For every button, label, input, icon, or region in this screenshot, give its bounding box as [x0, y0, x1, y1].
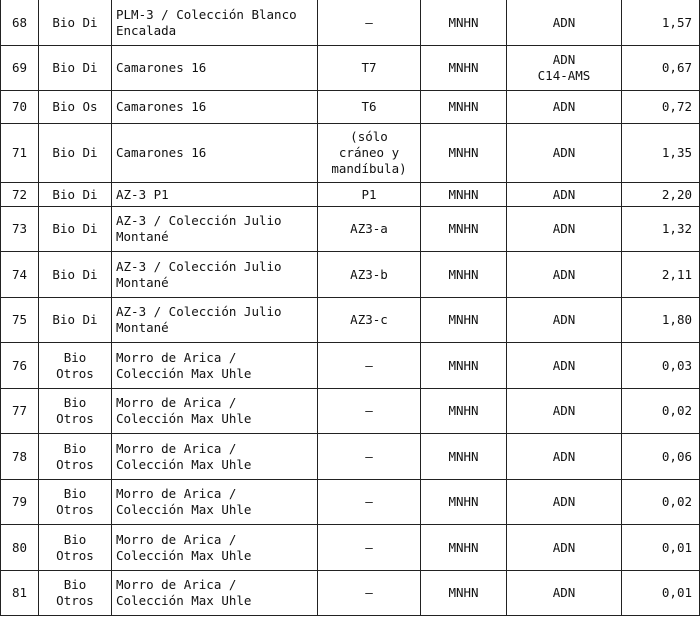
type-cell: [39, 183, 112, 207]
row-number-cell: 73: [1, 207, 39, 252]
site-cell: [112, 298, 318, 343]
type-cell-line: Bio Os: [52, 99, 98, 114]
analysis-cell-line: ADN: [552, 494, 576, 509]
table-row: [1, 252, 700, 298]
analysis-cell-line: C14-AMS: [537, 68, 591, 83]
analysis-cell: [507, 207, 622, 252]
analysis-cell-line: ADN: [552, 221, 576, 236]
table-row: [1, 124, 700, 183]
institution-cell: MNHN: [421, 207, 507, 252]
table-row: [1, 389, 700, 434]
row-number-cell: 78: [1, 434, 39, 480]
context-cell: [318, 46, 421, 91]
context-cell: [318, 183, 421, 207]
row-number-cell: 69: [1, 46, 39, 91]
table-row: [1, 343, 700, 389]
weight-cell: 0,72: [622, 91, 700, 124]
row-number-cell: 74: [1, 252, 39, 298]
site-cell-line: Colección Max Uhle: [116, 593, 252, 608]
context-cell-line: (sólo: [350, 129, 388, 144]
row-number-cell: 68: [1, 0, 39, 46]
site-cell-line: Colección Max Uhle: [116, 547, 252, 563]
institution-cell: MNHN: [421, 480, 507, 525]
analysis-cell-line: ADN: [552, 186, 576, 202]
context-cell: [318, 480, 421, 525]
site-cell-line: AZ-3 P1: [116, 186, 169, 202]
type-cell: [39, 298, 112, 343]
institution-cell: MNHN: [421, 343, 507, 389]
table-row: [1, 46, 700, 91]
type-cell: [39, 434, 112, 480]
row-number-cell: 80: [1, 525, 39, 571]
analysis-cell: [507, 298, 622, 343]
context-cell: [318, 571, 421, 616]
site-cell: [112, 46, 318, 91]
context-cell: [318, 207, 421, 252]
site-cell: [112, 389, 318, 434]
context-cell-line: –: [365, 539, 373, 555]
weight-cell: 0,02: [622, 480, 700, 525]
analysis-cell: [507, 91, 622, 124]
institution-cell: MNHN: [421, 252, 507, 298]
weight-cell: 2,11: [622, 252, 700, 298]
type-cell: [39, 0, 112, 46]
site-cell: [112, 525, 318, 571]
site-cell: [112, 207, 318, 252]
table-row: [1, 0, 700, 46]
type-cell: [39, 525, 112, 571]
analysis-cell: [507, 389, 622, 434]
site-cell-line: Morro de Arica /: [116, 440, 237, 456]
institution-cell: MNHN: [421, 183, 507, 207]
analysis-cell: [507, 571, 622, 616]
type-cell-line: Bio: [63, 577, 87, 592]
site-cell: [112, 434, 318, 480]
context-cell-line: AZ3-b: [350, 266, 388, 282]
type-cell-line: Otros: [56, 365, 94, 381]
weight-cell: 1,35: [622, 124, 700, 183]
context-cell-line: –: [365, 494, 373, 509]
institution-cell: MNHN: [421, 571, 507, 616]
site-cell: [112, 91, 318, 124]
context-cell: [318, 298, 421, 343]
site-cell-line: Morro de Arica /: [116, 577, 237, 592]
weight-cell: 0,67: [622, 46, 700, 91]
type-cell-line: Bio Di: [52, 221, 98, 236]
type-cell-line: Bio: [63, 349, 87, 365]
analysis-cell-line: ADN: [552, 585, 576, 600]
site-cell: [112, 252, 318, 298]
type-cell-line: Bio Di: [52, 145, 98, 160]
context-cell: [318, 343, 421, 389]
analysis-cell-line: ADN: [552, 266, 576, 282]
table-row: [1, 298, 700, 343]
table-row: [1, 480, 700, 525]
context-cell-line: T6: [361, 99, 377, 114]
type-cell-line: Bio Di: [52, 186, 98, 202]
site-cell-line: Montané: [116, 229, 169, 244]
site-cell-line: Colección Max Uhle: [116, 365, 252, 381]
weight-cell: 1,57: [622, 0, 700, 46]
analysis-cell: [507, 252, 622, 298]
site-cell-line: Camarones 16: [116, 99, 207, 114]
row-number-cell: 71: [1, 124, 39, 183]
type-cell: [39, 91, 112, 124]
table-row: [1, 207, 700, 252]
type-cell-line: Bio: [63, 531, 87, 547]
row-number-cell: 77: [1, 389, 39, 434]
context-cell-line: T7: [361, 60, 377, 75]
site-cell-line: Camarones 16: [116, 60, 207, 75]
context-cell-line: –: [365, 448, 373, 464]
weight-cell: 1,80: [622, 298, 700, 343]
weight-cell: 0,01: [622, 525, 700, 571]
analysis-cell: [507, 124, 622, 183]
context-cell-line: mandíbula): [331, 161, 407, 176]
row-number-cell: 70: [1, 91, 39, 124]
type-cell: [39, 389, 112, 434]
site-cell: [112, 0, 318, 46]
type-cell: [39, 124, 112, 183]
analysis-cell: [507, 525, 622, 571]
type-cell-line: Bio Di: [52, 14, 98, 30]
weight-cell: 0,01: [622, 571, 700, 616]
context-cell-line: cráneo y: [338, 145, 400, 160]
institution-cell: MNHN: [421, 298, 507, 343]
analysis-cell-line: ADN: [552, 14, 576, 30]
site-cell: [112, 480, 318, 525]
context-cell: [318, 525, 421, 571]
institution-cell: MNHN: [421, 46, 507, 91]
context-cell: [318, 124, 421, 183]
row-number-cell: 72: [1, 183, 39, 207]
type-cell: [39, 46, 112, 91]
site-cell-line: Montané: [116, 320, 169, 335]
table-body: [1, 0, 700, 616]
type-cell-line: Bio: [63, 486, 87, 501]
context-cell: [318, 252, 421, 298]
analysis-cell-line: ADN: [552, 52, 576, 67]
site-cell-line: Morro de Arica /: [116, 531, 237, 547]
weight-cell: 0,03: [622, 343, 700, 389]
institution-cell: MNHN: [421, 434, 507, 480]
table-row: [1, 91, 700, 124]
site-cell-line: AZ-3 / Colección Julio: [116, 213, 282, 228]
site-cell-line: Camarones 16: [116, 145, 207, 160]
analysis-cell-line: ADN: [552, 312, 576, 327]
type-cell: [39, 343, 112, 389]
context-cell-line: –: [365, 403, 373, 418]
institution-cell: MNHN: [421, 0, 507, 46]
site-cell-line: Colección Max Uhle: [116, 456, 252, 472]
context-cell-line: P1: [361, 186, 377, 202]
site-cell-line: Morro de Arica /: [116, 349, 237, 365]
type-cell-line: Otros: [56, 502, 94, 517]
analysis-cell-line: ADN: [552, 403, 576, 418]
row-number-cell: 75: [1, 298, 39, 343]
context-cell: [318, 91, 421, 124]
site-cell-line: Colección Max Uhle: [116, 502, 252, 517]
site-cell-line: Encalada: [116, 22, 177, 38]
table-row: [1, 525, 700, 571]
weight-cell: 2,20: [622, 183, 700, 207]
analysis-cell: [507, 183, 622, 207]
site-cell-line: Morro de Arica /: [116, 395, 237, 410]
row-number-cell: 76: [1, 343, 39, 389]
site-cell: [112, 124, 318, 183]
analysis-cell-line: ADN: [552, 448, 576, 464]
type-cell-line: Otros: [56, 456, 94, 472]
analysis-cell: [507, 480, 622, 525]
analysis-cell-line: ADN: [552, 357, 576, 373]
weight-cell: 0,06: [622, 434, 700, 480]
site-cell-line: AZ-3 / Colección Julio: [116, 304, 282, 319]
context-cell-line: –: [365, 585, 373, 600]
row-number-cell: 79: [1, 480, 39, 525]
site-cell: [112, 571, 318, 616]
context-cell: [318, 434, 421, 480]
site-cell-line: Montané: [116, 274, 169, 290]
site-cell-line: Morro de Arica /: [116, 486, 237, 501]
weight-cell: 0,02: [622, 389, 700, 434]
type-cell-line: Otros: [56, 547, 94, 563]
analysis-cell: [507, 434, 622, 480]
type-cell-line: Bio Di: [52, 60, 98, 75]
type-cell: [39, 480, 112, 525]
type-cell-line: Otros: [56, 411, 94, 426]
site-cell-line: AZ-3 / Colección Julio: [116, 258, 282, 274]
table-row: [1, 434, 700, 480]
weight-cell: 1,32: [622, 207, 700, 252]
context-cell-line: –: [365, 357, 373, 373]
context-cell-line: AZ3-c: [350, 312, 388, 327]
type-cell-line: Bio: [63, 395, 87, 410]
analysis-cell: [507, 46, 622, 91]
institution-cell: MNHN: [421, 91, 507, 124]
analysis-cell: [507, 0, 622, 46]
site-cell: [112, 343, 318, 389]
institution-cell: MNHN: [421, 124, 507, 183]
type-cell: [39, 571, 112, 616]
type-cell-line: Bio Di: [52, 266, 98, 282]
table-row: [1, 571, 700, 616]
context-cell-line: –: [365, 14, 373, 30]
analysis-cell-line: ADN: [552, 145, 576, 160]
analysis-cell-line: ADN: [552, 539, 576, 555]
analysis-cell: [507, 343, 622, 389]
site-cell: [112, 183, 318, 207]
context-cell: [318, 0, 421, 46]
institution-cell: MNHN: [421, 389, 507, 434]
type-cell-line: Bio: [63, 440, 87, 456]
type-cell: [39, 207, 112, 252]
context-cell: [318, 389, 421, 434]
table-row: [1, 183, 700, 207]
type-cell: [39, 252, 112, 298]
context-cell-line: AZ3-a: [350, 221, 388, 236]
site-cell-line: Colección Max Uhle: [116, 411, 252, 426]
type-cell-line: Otros: [56, 593, 94, 608]
institution-cell: MNHN: [421, 525, 507, 571]
analysis-cell-line: ADN: [552, 99, 576, 114]
type-cell-line: Bio Di: [52, 312, 98, 327]
site-cell-line: PLM-3 / Colección Blanco: [116, 6, 297, 22]
row-number-cell: 81: [1, 571, 39, 616]
